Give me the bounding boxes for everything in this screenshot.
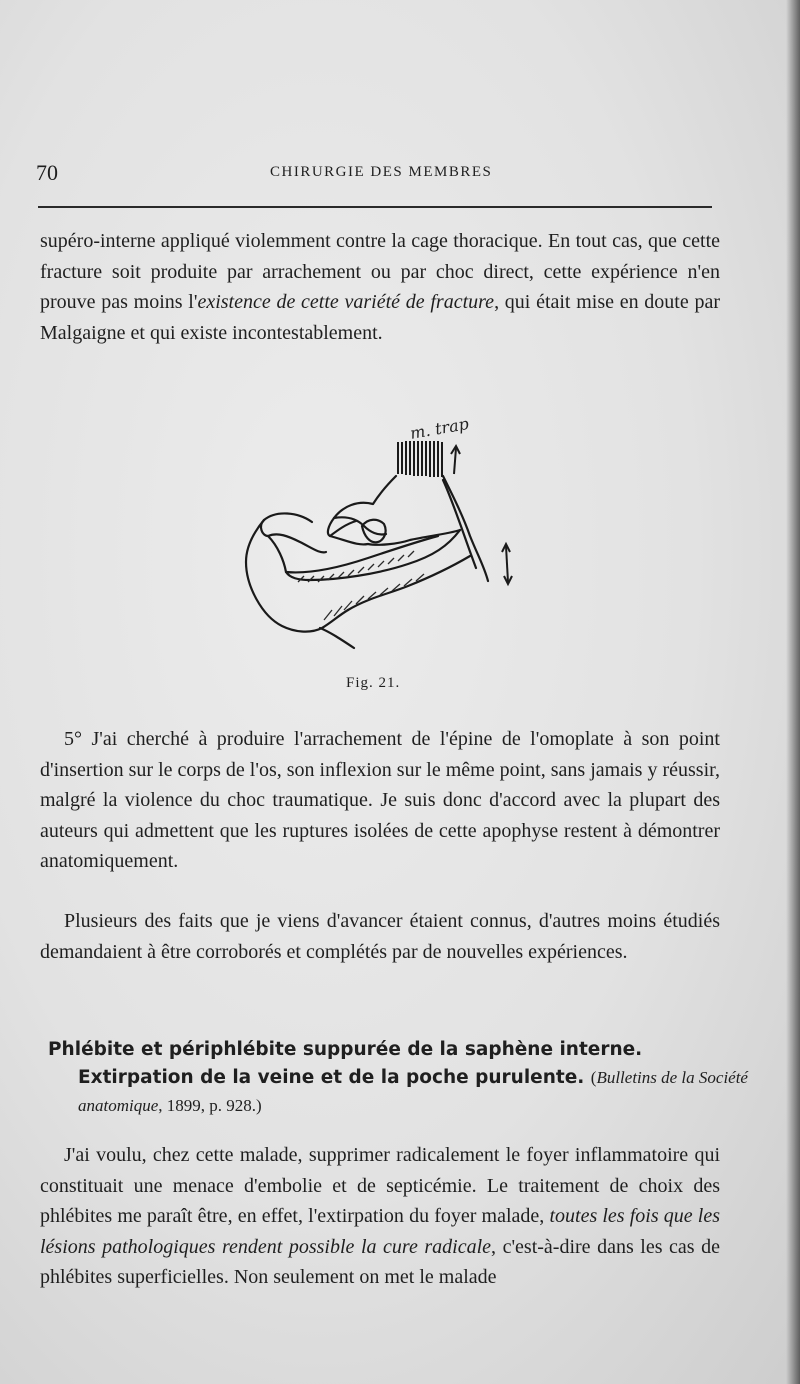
figure-caption: Fig. 21. xyxy=(346,675,401,691)
paragraph-text: , c'est-à-dire dans les cas de phlébites superficielles. Non seulement on met le malade xyxy=(40,1235,721,1288)
displacement-arrow-double xyxy=(502,544,512,584)
paragraph-text: , qui était mise en doute par Malgaigne et qui existe incontestablement. xyxy=(40,291,721,344)
figure-handwritten-note: m. trap xyxy=(408,413,471,443)
page-number: 70 xyxy=(36,160,58,185)
emphasis-text: existence de cette variété de fracture xyxy=(197,291,495,313)
journal-name: Bulletins de la Société anatomique xyxy=(78,1068,748,1115)
scan-edge-shadow xyxy=(786,0,800,1384)
scapula-fracture-figure xyxy=(238,396,528,656)
bone-outline xyxy=(246,476,488,648)
paragraph-text: supéro-interne appliqué violemment contre la cage thoracique. En tout cas, que cette fracture soit produite par arrachement ou par choc direct, cette expérience n'en prouve pas moins l' xyxy=(40,230,720,313)
emphasis-text: toutes les fois que les lésions pathologiques rendent possible la cure radicale xyxy=(40,1205,721,1258)
page-header xyxy=(36,160,712,190)
paragraph-continued xyxy=(40,226,720,348)
paragraph-item-5: 5° J'ai cherché à produire l'arrachement de l'épine de l'omoplate à son point d'insertion sur le corps de l'os, son inflexion sur le même point, sans jamais y réussir, malgré la violence du choc traumatique. Je suis donc d'accord avec la plupart des auteurs qui admettent que les ruptures isolées de cette apophyse restent à démontrer anatomiquement. xyxy=(40,728,720,872)
muscle-fibers xyxy=(398,441,442,477)
paragraph-article-body xyxy=(40,1140,720,1293)
header-rule xyxy=(38,206,712,208)
article-title xyxy=(48,1036,758,1120)
paragraph-text: J'ai voulu, chez cette malade, supprimer radicalement le foyer inflammatoire qui constituait une menace d'embolie et de septicémie. Le traitement de choix des phlébites me paraît être, en effet, l'extirpation du foyer malade, xyxy=(40,1144,720,1227)
traction-arrow-up xyxy=(451,446,460,474)
running-title: CHIRURGIE DES MEMBRES xyxy=(270,164,493,180)
paragraph-closing: Plusieurs des faits que je viens d'avancer étaient connus, d'autres moins étudiés demandaient à être corroborés et complétés par de nouvelles expériences. xyxy=(40,910,720,963)
article-reference: (Bulletins de la Société anatomique, 1899, p. 928.) xyxy=(78,1068,748,1115)
article-title-text: Phlébite et périphlébite suppurée de la saphène interne. Extirpation de la veine et de la poche purulente. xyxy=(48,1039,643,1088)
